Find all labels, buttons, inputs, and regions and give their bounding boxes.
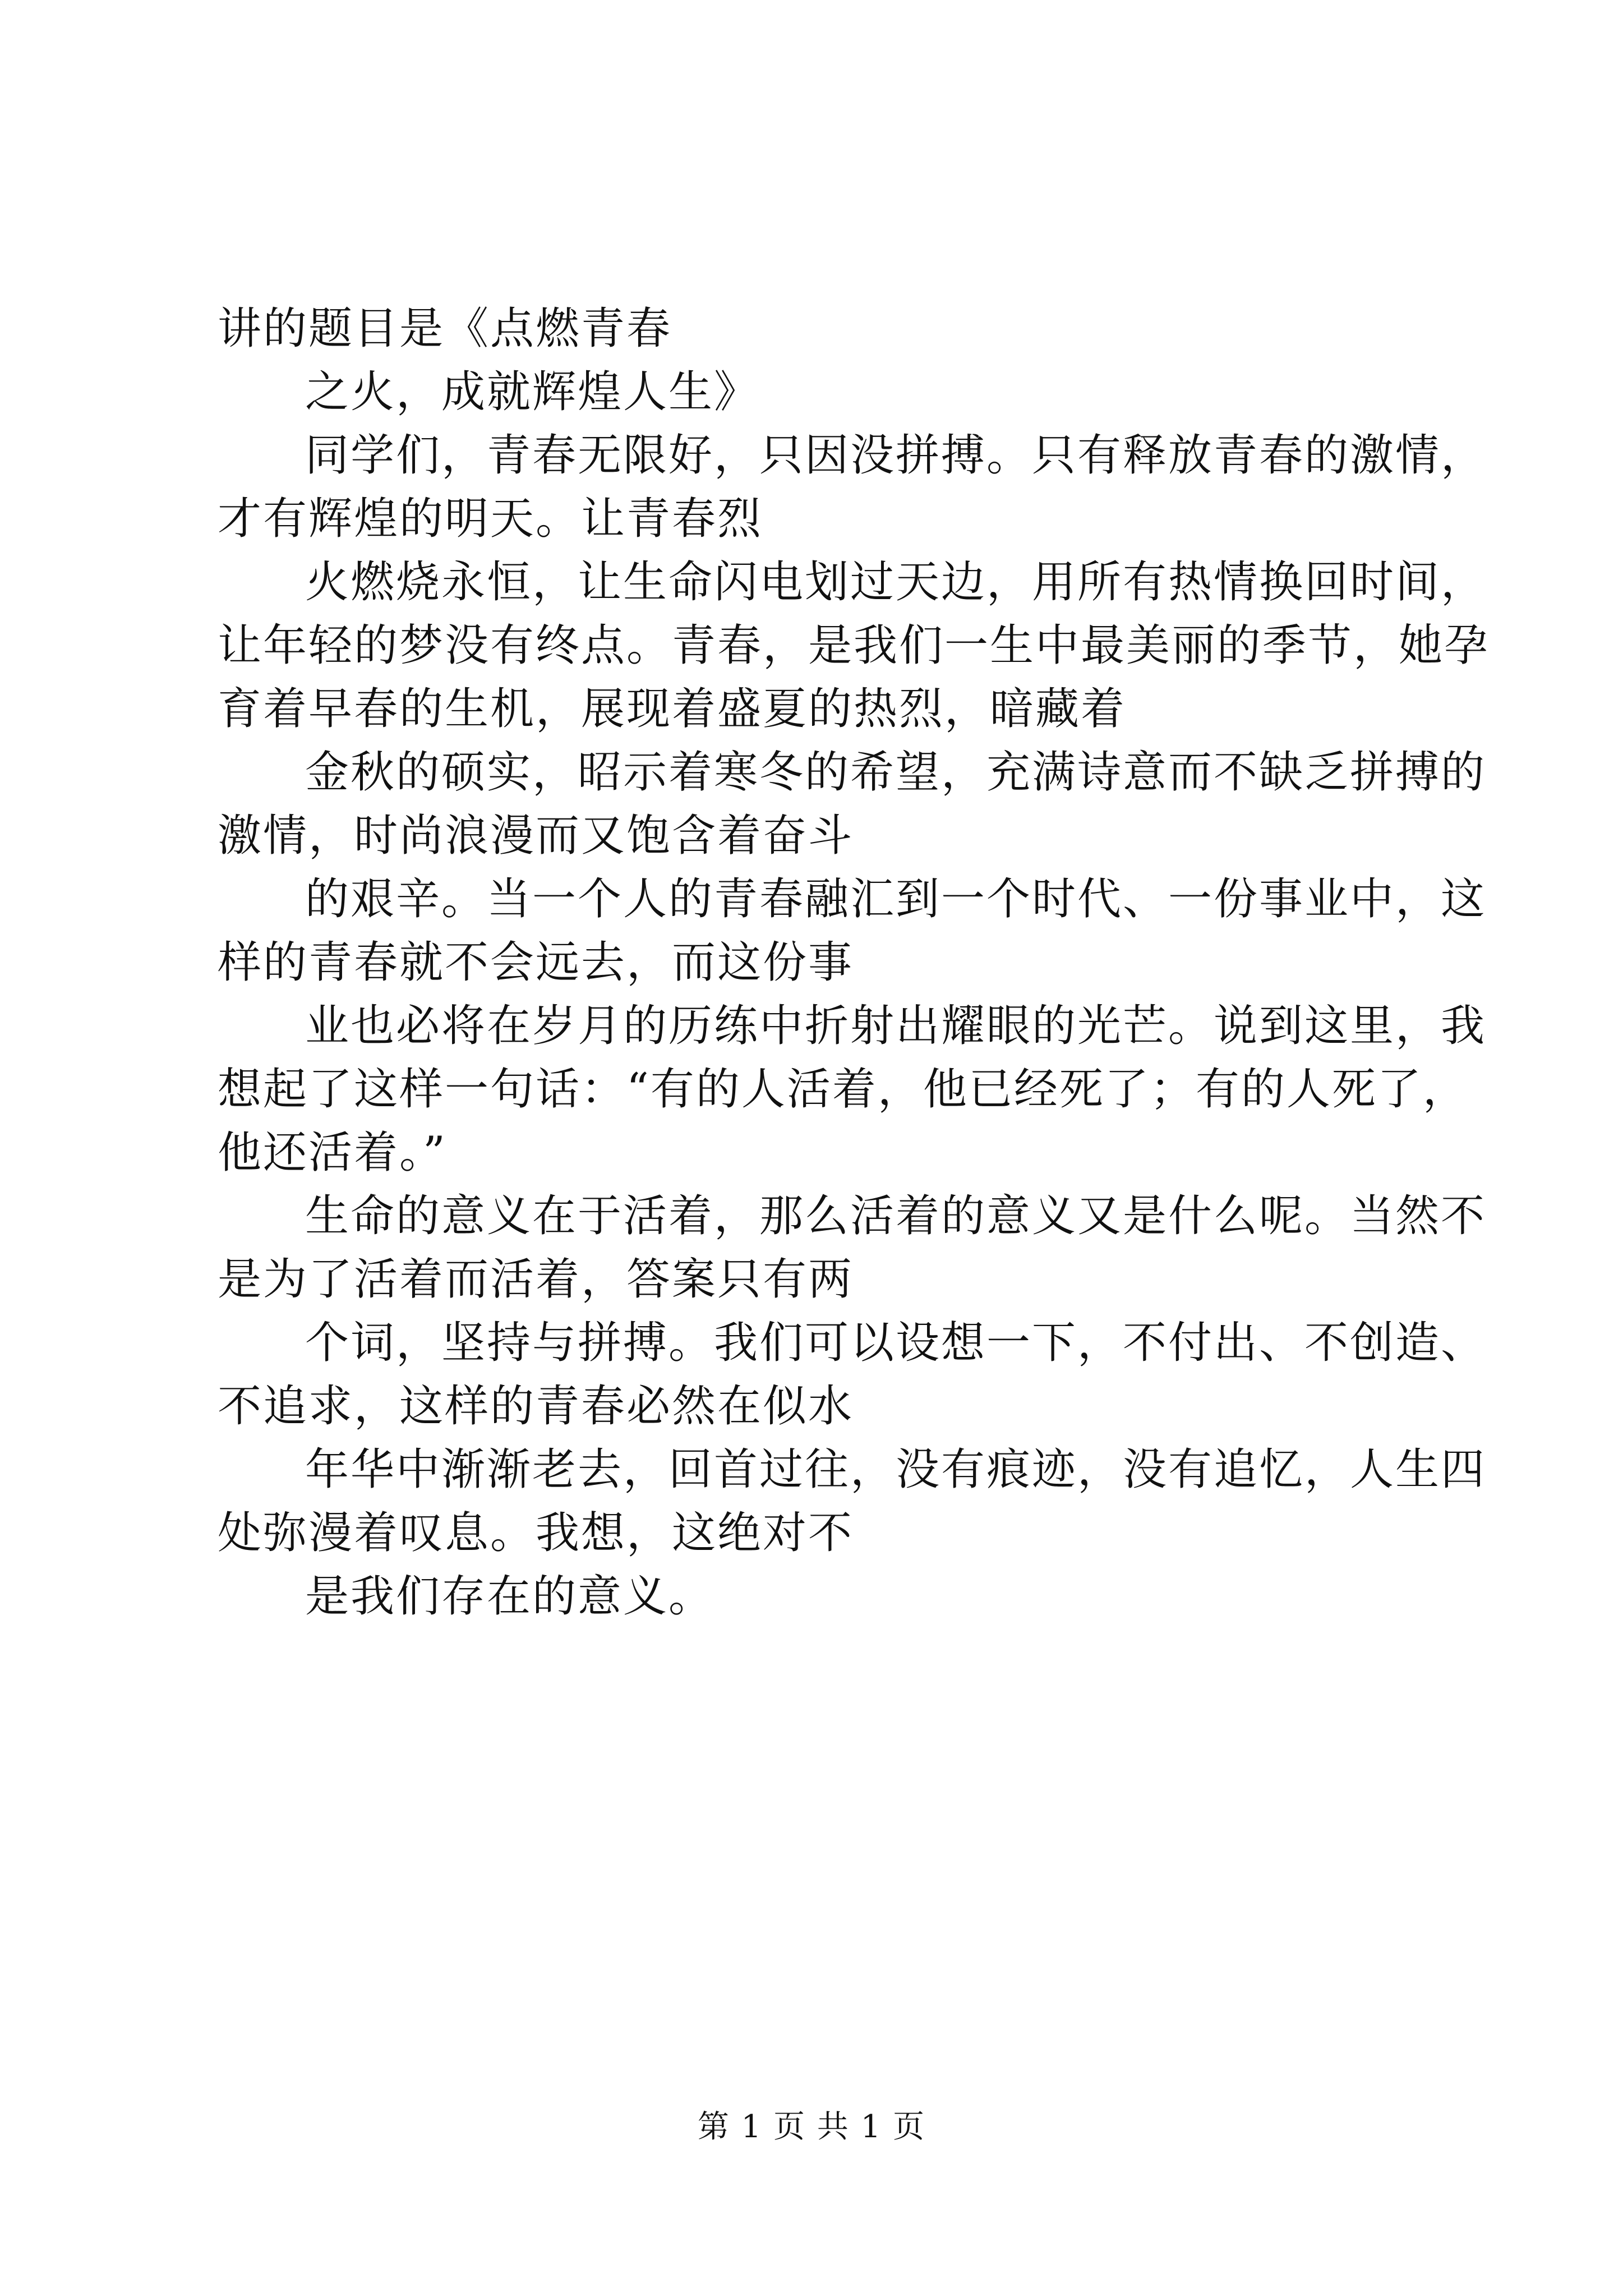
text-line: 同学们，青春无限好，只因没拼搏。只有释放青春的激情，: [305, 430, 1487, 481]
text-line: 是我们存在的意义。: [305, 1571, 714, 1622]
text-line: 之火，成就辉煌人生》: [305, 367, 760, 417]
text-line: 育着早春的生机，展现着盛夏的热烈，暗藏着: [218, 684, 1127, 734]
text-line: 他还活着。”: [218, 1128, 447, 1178]
document-body: [218, 297, 1490, 1628]
text-line: 业也必将在岁月的历练中折射出耀眼的光芒。说到这里，我: [305, 1001, 1487, 1051]
text-line: 不追求，这样的青春必然在似水: [218, 1381, 854, 1432]
text-line: 才有辉煌的明天。让青春烈: [218, 494, 763, 544]
text-line: 处弥漫着叹息。我想，这绝对不: [218, 1508, 854, 1558]
text-line: 让年轻的梦没有终点。青春，是我们一生中最美丽的季节，她孕: [218, 620, 1490, 671]
text-line: 讲的题目是《点燃青春: [218, 303, 672, 354]
text-line: 火燃烧永恒，让生命闪电划过天边，用所有热情换回时间，: [305, 557, 1487, 608]
text-line: 个词，坚持与拼搏。我们可以设想一下，不付出、不创造、: [305, 1318, 1487, 1368]
page-footer: [0, 2105, 1623, 2150]
text-line: 的艰辛。当一个人的青春融汇到一个时代、一份事业中，这: [305, 874, 1487, 924]
text-line: 年华中渐渐老去，回首过往，没有痕迹，没有追忆，人生四: [305, 1444, 1487, 1495]
page-number-label: 第 1 页 共 1 页: [697, 2109, 926, 2145]
text-line: 激情，时尚浪漫而又饱含着奋斗: [218, 811, 854, 861]
text-line: 金秋的硕实，昭示着寒冬的希望，充满诗意而不缺乏拼搏的: [305, 747, 1487, 798]
text-line: 想起了这样一句话：“有的人活着，他已经死了；有的人死了，: [218, 1064, 1468, 1115]
text-line: 是为了活着而活着，答案只有两: [218, 1254, 854, 1305]
text-line: 样的青春就不会远去，而这份事: [218, 937, 854, 988]
text-line: 生命的意义在于活着，那么活着的意义又是什么呢。当然不: [305, 1191, 1487, 1241]
